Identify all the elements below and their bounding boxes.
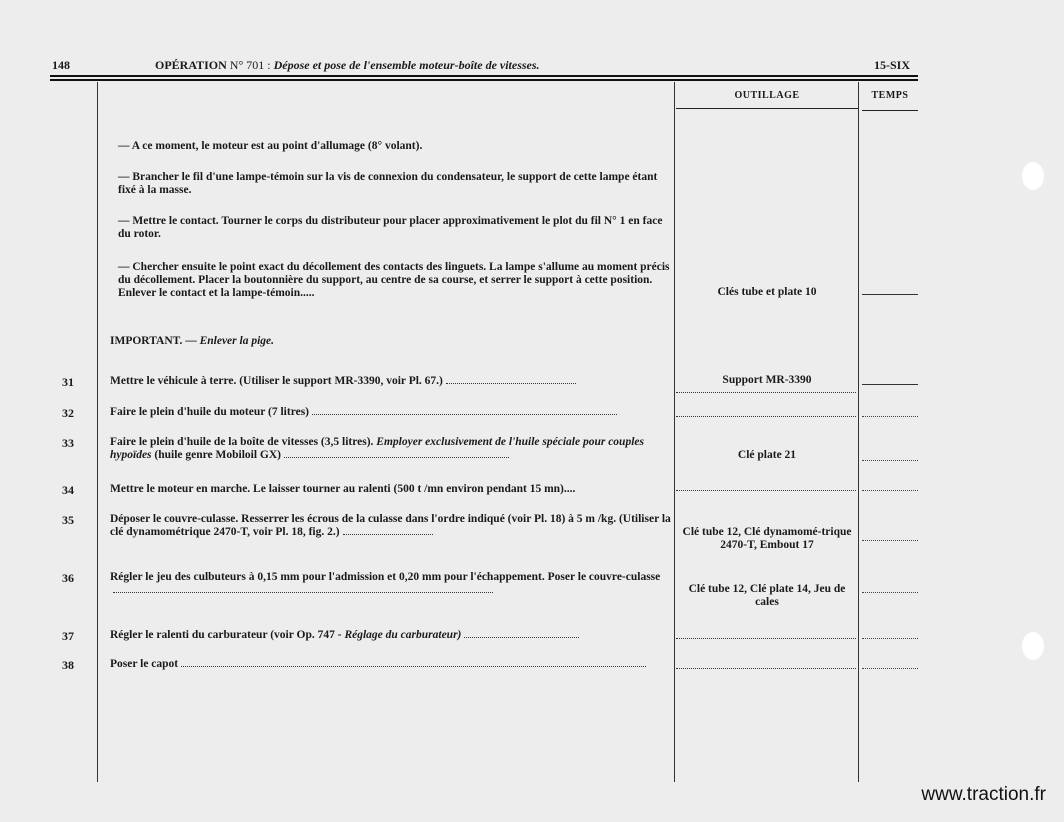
operation-number: N° 701 :: [229, 58, 271, 72]
tool-dotted-line: [676, 416, 856, 417]
header-rule-double: [50, 79, 918, 81]
operation-label: OPÉRATION: [155, 58, 227, 72]
important-note: [110, 335, 274, 347]
step-temps-line: [862, 592, 918, 593]
text-column-rule: [674, 82, 675, 782]
temps-column-header: TEMPS: [871, 90, 909, 101]
note-4: — Chercher ensuite le point exact du décollement des contacts des linguets. La lampe s'allume au moment précis du décollement. Placer la boutonnière du support, au centre de sa course, et serrer le support à cette position. Enlever le contact et la lampe-témoin.....: [118, 261, 670, 299]
step-number: 36: [62, 571, 74, 585]
tool-dotted-line: [676, 638, 856, 639]
tool-dotted-line: [676, 490, 856, 491]
step-temps-line: [862, 638, 918, 639]
binder-hole-icon: [1022, 162, 1044, 190]
step-tool: Clé tube 12, Clé plate 14, Jeu de cales: [688, 583, 846, 608]
tool-dotted-line: [676, 392, 856, 393]
page-number: 148: [52, 58, 70, 72]
operation-title: Dépose et pose de l'ensemble moteur-boîte de vitesses.: [273, 58, 540, 72]
step-temps-line: [862, 384, 918, 385]
step-number: 31: [62, 375, 74, 389]
temps-header-rule: [862, 110, 918, 111]
step-temps-line: [862, 490, 918, 491]
number-column-rule: [97, 82, 98, 782]
step-number: 35: [62, 513, 74, 527]
important-label: IMPORTANT. —: [110, 335, 197, 347]
tool-column-rule: [858, 82, 859, 782]
note-tool: Clés tube et plate 10: [717, 286, 817, 298]
note-1: — A ce moment, le moteur est au point d'allumage (8° volant).: [118, 140, 423, 152]
step-tool: Support MR-3390: [722, 374, 812, 386]
page-header-title: [155, 58, 755, 73]
important-text: Enlever la pige.: [199, 335, 274, 347]
model-code: 15-SIX: [874, 58, 911, 72]
step-tool: Clé plate 21: [737, 449, 797, 461]
step-text: Faire le plein d'huile de la boîte de vitesses (3,5 litres). Employer exclusivement de l'huile spéciale pour couples hypoïdes (huile genre Mobiloil GX): [110, 436, 644, 461]
step-text: Poser le capot: [110, 658, 672, 671]
step-text: Régler le ralenti du carburateur (voir Op. 747 - Réglage du carburateur): [110, 629, 672, 642]
step-text: Régler le jeu des culbuteurs à 0,15 mm pour l'admission et 0,20 mm pour l'échappement. Poser le couvre-culasse: [110, 571, 672, 597]
step-temps-line: [862, 460, 918, 461]
step-number: 33: [62, 436, 74, 450]
note-3: — Mettre le contact. Tourner le corps du distributeur pour placer approximativement le plot du fil N° 1 en face du rotor.: [118, 215, 663, 240]
step-text: Mettre le moteur en marche. Le laisser tourner au ralenti (500 t /mn environ pendant 15 mn)....: [110, 483, 576, 495]
note-temps-line: [862, 294, 918, 295]
step-number: 34: [62, 483, 74, 497]
step-text: Faire le plein d'huile du moteur (7 litres): [110, 406, 672, 419]
note-2: — Brancher le fil d'une lampe-témoin sur la vis de connexion du condensateur, le support de cette lampe étant fixé à la masse.: [118, 171, 658, 196]
tool-dotted-line: [676, 668, 856, 669]
step-number: 38: [62, 658, 74, 672]
step-text: Déposer le couvre-culasse. Resserrer les écrous de la culasse dans l'ordre indiqué (voir Pl. 18) à 5 m /kg. (Utiliser la clé dynamométrique 2470-T, voir Pl. 18, fig. 2.): [110, 513, 671, 538]
outillage-column-header: OUTILLAGE: [734, 90, 800, 101]
step-number: 37: [62, 629, 74, 643]
step-number: 32: [62, 406, 74, 420]
step-temps-line: [862, 668, 918, 669]
binder-hole-icon: [1022, 632, 1044, 660]
step-temps-line: [862, 540, 918, 541]
header-rule: [50, 75, 918, 77]
step-temps-line: [862, 416, 918, 417]
watermark: www.traction.fr: [921, 784, 1046, 805]
step-tool: Clé tube 12, Clé dynamomé-trique 2470-T, Embout 17: [682, 526, 852, 551]
step-text: Mettre le véhicule à terre. (Utiliser le support MR-3390, voir Pl. 67.): [110, 375, 672, 388]
outillage-header-rule: [676, 108, 858, 109]
